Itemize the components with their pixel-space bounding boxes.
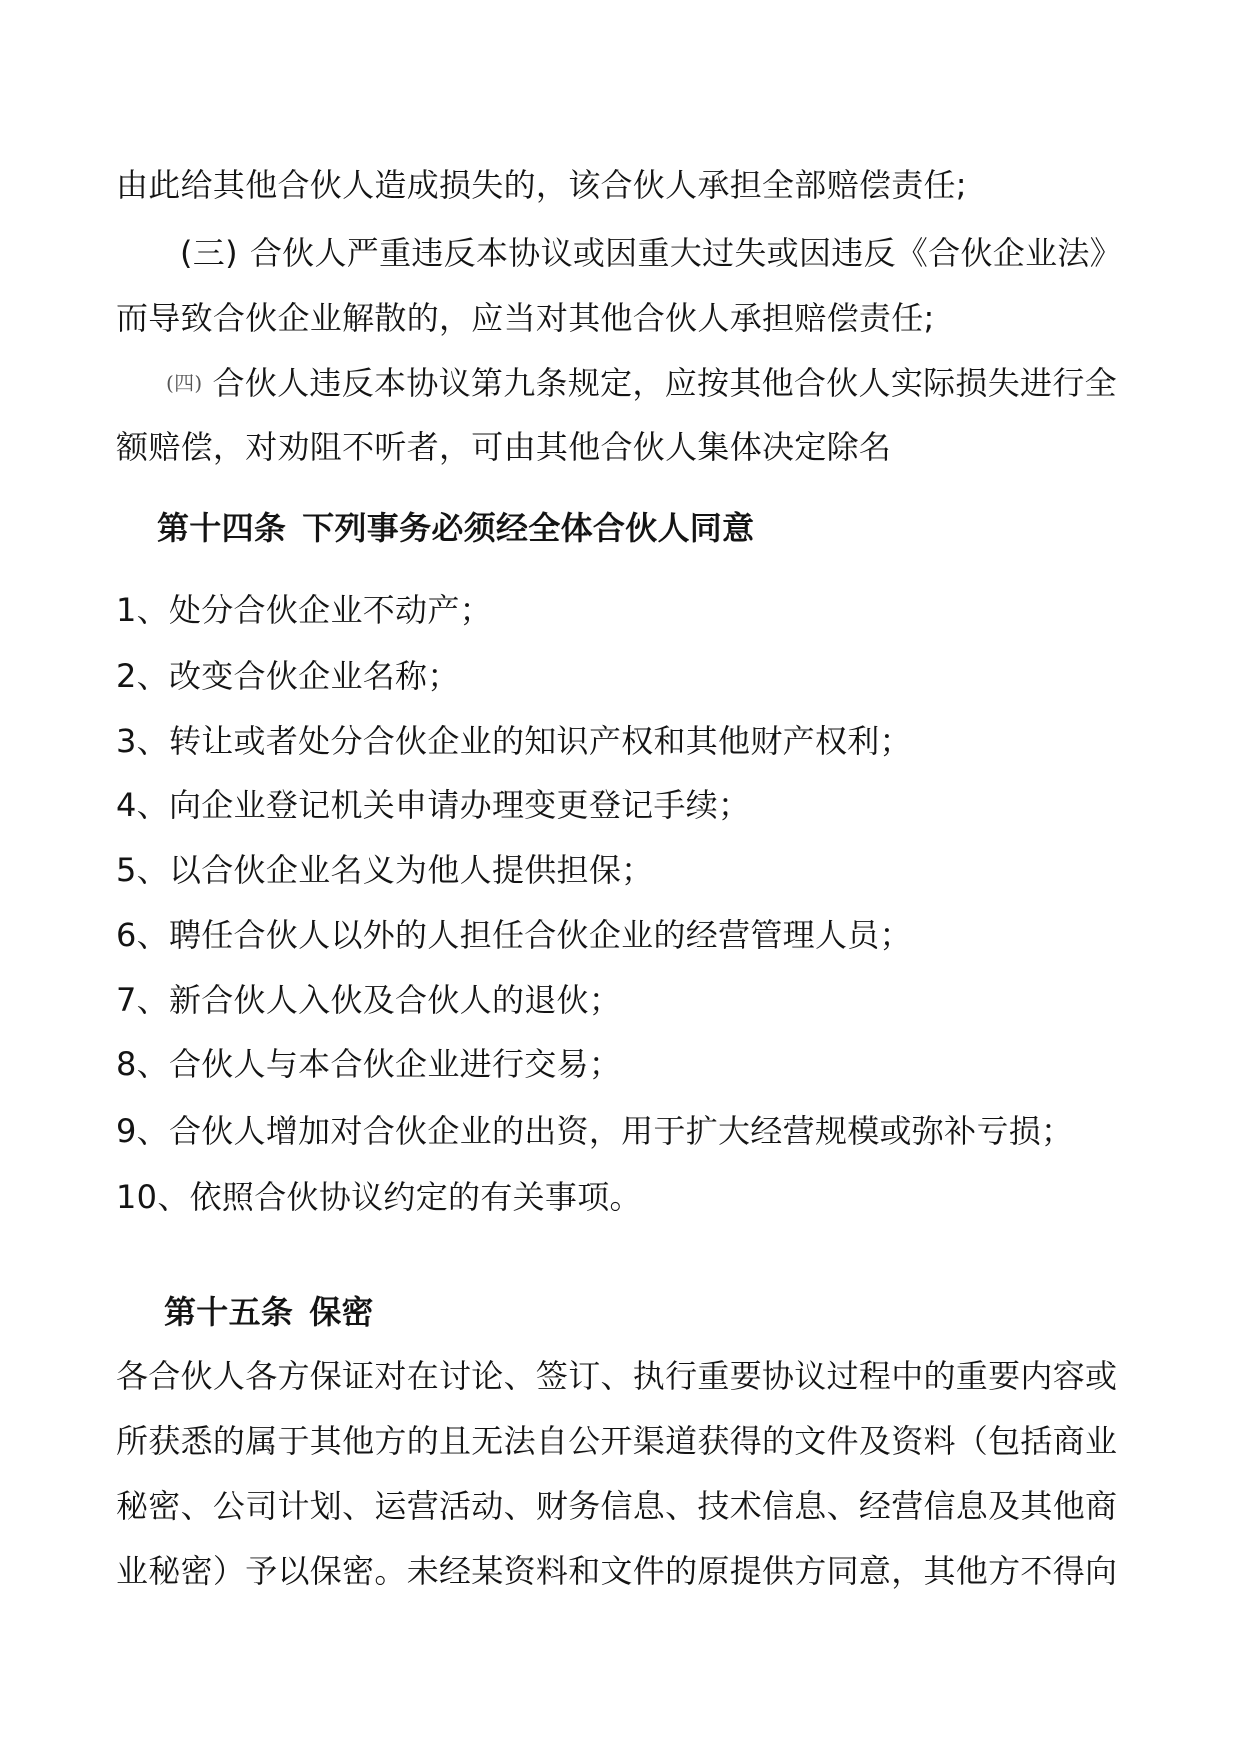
list-item: 8、合伙人与本合伙企业进行交易； — [116, 1045, 622, 1083]
list-item: 10、依照合伙协议约定的有关事项。 — [116, 1178, 642, 1216]
clause-number: 第十四条 — [157, 509, 287, 547]
clause-number: 第十五条 — [164, 1293, 294, 1331]
clause-title: 保密 — [309, 1293, 374, 1331]
list-item: 5、以合伙企业名义为他人提供担保； — [116, 851, 654, 889]
list-item: 1、处分合伙企业不动产； — [116, 591, 492, 629]
list-item: 2、改变合伙企业名称； — [116, 657, 460, 695]
item-label: (三) — [180, 234, 238, 272]
clause-title: 下列事务必须经全体合伙人同意 — [302, 509, 755, 547]
paragraph-line: 额赔偿，对劝阻不听者，可由其他合伙人集体决定除名 — [116, 428, 892, 466]
list-item: 3、转让或者处分合伙企业的知识产权和其他财产权利； — [116, 722, 912, 760]
clause-15-heading — [164, 1290, 374, 1334]
clause-item-three — [180, 231, 1122, 275]
clause-item-four — [166, 361, 1117, 405]
list-item: 7、新合伙人入伙及合伙人的退伙； — [116, 981, 622, 1019]
paragraph-line: 各合伙人各方保证对在讨论、签订、执行重要协议过程中的重要内容或 — [116, 1357, 1118, 1395]
item-text: 合伙人严重违反本协议或因重大过失或因违反《合伙企业法》 — [249, 234, 1122, 272]
list-item: 4、向企业登记机关申请办理变更登记手续； — [116, 786, 751, 824]
paragraph-line: 所获悉的属于其他方的且无法自公开渠道获得的文件及资料（包括商业 — [116, 1422, 1118, 1460]
clause-14-heading — [157, 506, 754, 550]
paragraph-line: 而导致合伙企业解散的，应当对其他合伙人承担赔偿责任; — [116, 299, 935, 337]
paragraph-line: 由此给其他合伙人造成损失的，该合伙人承担全部赔偿责任; — [116, 166, 967, 204]
list-item: 6、聘任合伙人以外的人担任合伙企业的经营管理人员； — [116, 916, 912, 954]
list-item: 9、合伙人增加对合伙企业的出资，用于扩大经营规模或弥补亏损； — [116, 1112, 1074, 1150]
item-label: (四) — [166, 371, 203, 395]
paragraph-line: 秘密、公司计划、运营活动、财务信息、技术信息、经营信息及其他商 — [116, 1487, 1118, 1525]
paragraph-line: 业秘密）予以保密。未经某资料和文件的原提供方同意，其他方不得向 — [116, 1552, 1118, 1590]
item-text: 合伙人违反本协议第九条规定，应按其他合伙人实际损失进行全 — [212, 364, 1117, 402]
